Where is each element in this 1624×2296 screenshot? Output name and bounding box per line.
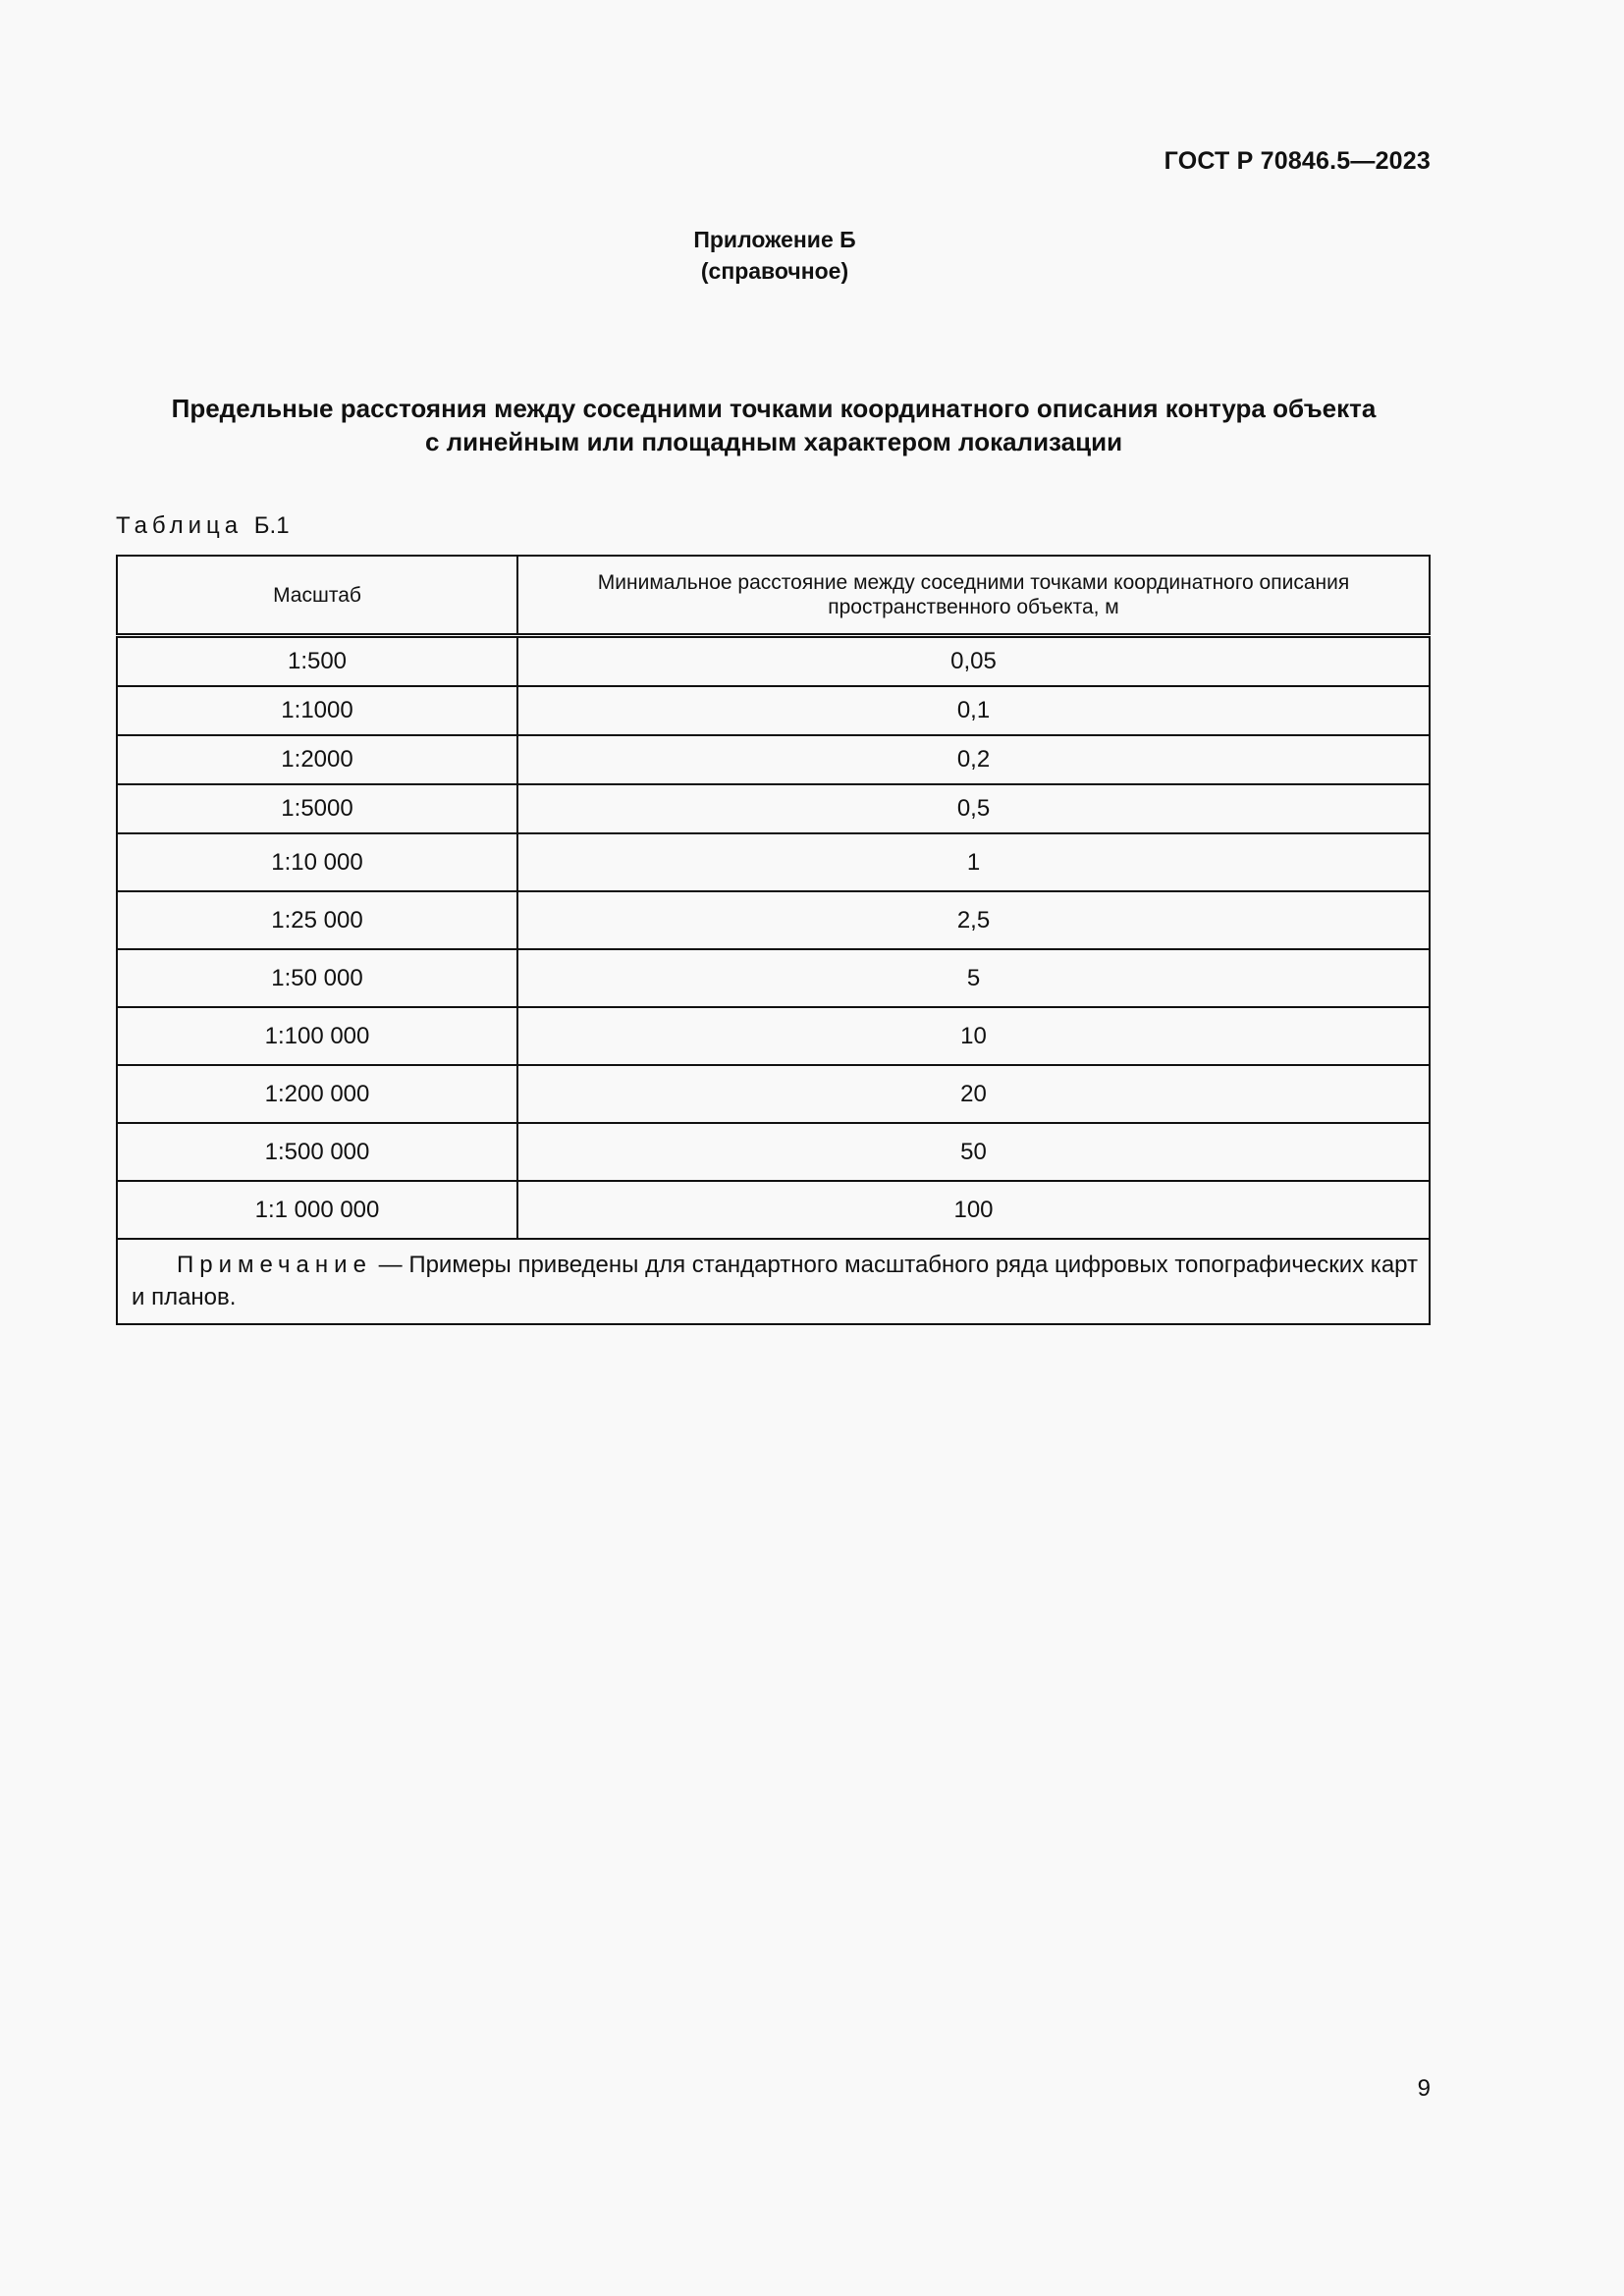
scale-cell: 1:100 000 xyxy=(117,1007,517,1065)
scale-cell: 1:2000 xyxy=(117,735,517,784)
page-number: 9 xyxy=(1417,2075,1431,2102)
scale-cell: 1:200 000 xyxy=(117,1065,517,1123)
table-note xyxy=(117,1239,1430,1324)
table-row xyxy=(117,784,1430,833)
scale-cell: 1:1000 xyxy=(117,686,517,735)
table-row xyxy=(117,686,1430,735)
scale-cell: 1:5000 xyxy=(117,784,517,833)
distance-cell: 2,5 xyxy=(517,891,1430,949)
table-caption xyxy=(116,512,290,540)
scale-cell: 1:25 000 xyxy=(117,891,517,949)
appendix-type: (справочное) xyxy=(700,258,849,284)
distance-cell: 50 xyxy=(517,1123,1430,1181)
distance-cell: 10 xyxy=(517,1007,1430,1065)
scale-cell: 1:500 000 xyxy=(117,1123,517,1181)
scale-cell: 1:50 000 xyxy=(117,949,517,1007)
scale-cell: 1:1 000 000 xyxy=(117,1181,517,1239)
table-caption-word: Таблица xyxy=(116,512,244,539)
table-row xyxy=(117,1181,1430,1239)
table-caption-number: Б.1 xyxy=(253,512,290,539)
table-header-row xyxy=(117,556,1430,636)
table-note-row xyxy=(117,1239,1430,1324)
distance-cell: 5 xyxy=(517,949,1430,1007)
section-title xyxy=(116,392,1432,458)
distance-cell: 0,5 xyxy=(517,784,1430,833)
table-row xyxy=(117,949,1430,1007)
table-row xyxy=(117,891,1430,949)
table-row xyxy=(117,1007,1430,1065)
scale-distance-table xyxy=(116,555,1431,1325)
document-code: ГОСТ Р 70846.5—2023 xyxy=(1164,147,1431,175)
note-text: — Примеры приведены для стандартного масштабного ряда цифровых топографических карт и планов. xyxy=(132,1252,1418,1310)
header-scale: Масштаб xyxy=(117,556,517,636)
distance-cell: 0,05 xyxy=(517,636,1430,687)
appendix-heading xyxy=(0,224,1549,287)
appendix-label: Приложение Б xyxy=(693,227,856,252)
table-row xyxy=(117,636,1430,687)
table-row xyxy=(117,1123,1430,1181)
distance-cell: 0,1 xyxy=(517,686,1430,735)
table-row xyxy=(117,1065,1430,1123)
table-row xyxy=(117,735,1430,784)
distance-cell: 20 xyxy=(517,1065,1430,1123)
distance-cell: 1 xyxy=(517,833,1430,891)
distance-cell: 100 xyxy=(517,1181,1430,1239)
distance-cell: 0,2 xyxy=(517,735,1430,784)
scale-cell: 1:500 xyxy=(117,636,517,687)
scale-cell: 1:10 000 xyxy=(117,833,517,891)
table-row xyxy=(117,833,1430,891)
section-title-line-1: Предельные расстояния между соседними точками координатного описания контура объекта xyxy=(171,394,1377,423)
header-min-distance-text: Минимальное расстояние между соседними точками координатного описания пространственного объекта, м xyxy=(597,571,1350,618)
section-title-line-2: с линейным или площадным характером локализации xyxy=(424,427,1123,456)
header-min-distance xyxy=(517,556,1430,636)
note-label: Примечание xyxy=(177,1252,372,1278)
